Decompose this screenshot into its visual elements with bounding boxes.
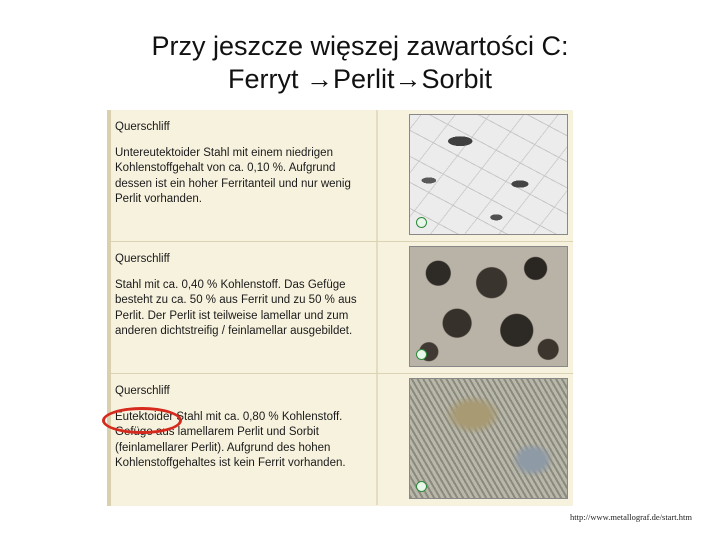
copyright-icon [416,217,427,228]
highlight-circle-annotation [102,407,182,434]
row-description: Eutektoider Stahl mit ca. 0,80 % Kohlenstoff. Gefüge aus lamellarem Perlit und Sorbit (feinlamellarer Perlit). Aufgrund des hohen Kohlenstoffgehaltes ist kein Ferrit vorhanden. [115,410,346,469]
panel-row-3 [111,373,573,505]
micrograph-panel [107,110,573,506]
micrograph-image-ferrite [409,114,568,235]
row-text [115,120,373,208]
row-description: Untereutektoider Stahl mit einem niedrigen Kohlenstoffgehalt von ca. 0,10 %. Aufgrund dessen ist ein hoher Ferritanteil und nur wenig Perlit vorhanden. [115,146,351,205]
source-link[interactable]: http://www.metallograf.de/start.htm [570,512,692,522]
column-divider [376,110,378,241]
row-heading: Querschliff [115,253,170,265]
row-heading: Querschliff [115,385,170,397]
column-divider [376,242,378,373]
panel-row-1 [111,110,573,241]
title-line-1: Przy jeszcze więszej zawartości C: [151,31,569,61]
micrograph-image-ferrite-pearlite [409,246,568,367]
title-line-2: Ferryt →Perlit→Sorbit [227,64,493,94]
row-heading: Querschliff [115,121,170,133]
copyright-icon [416,349,427,360]
copyright-icon [416,481,427,492]
row-description: Stahl mit ca. 0,40 % Kohlenstoff. Das Gefüge besteht zu ca. 50 % aus Ferrit und zu 50 % aus Perlit. Der Perlit ist teilweise lamellar und zum anderen dichtstreifig / feinlamellar ausgebildet. [115,278,357,337]
column-divider [376,374,378,505]
slide-title [60,30,660,96]
panel-row-2 [111,241,573,373]
micrograph-image-pearlite-sorbite [409,378,568,499]
row-text [115,252,373,340]
